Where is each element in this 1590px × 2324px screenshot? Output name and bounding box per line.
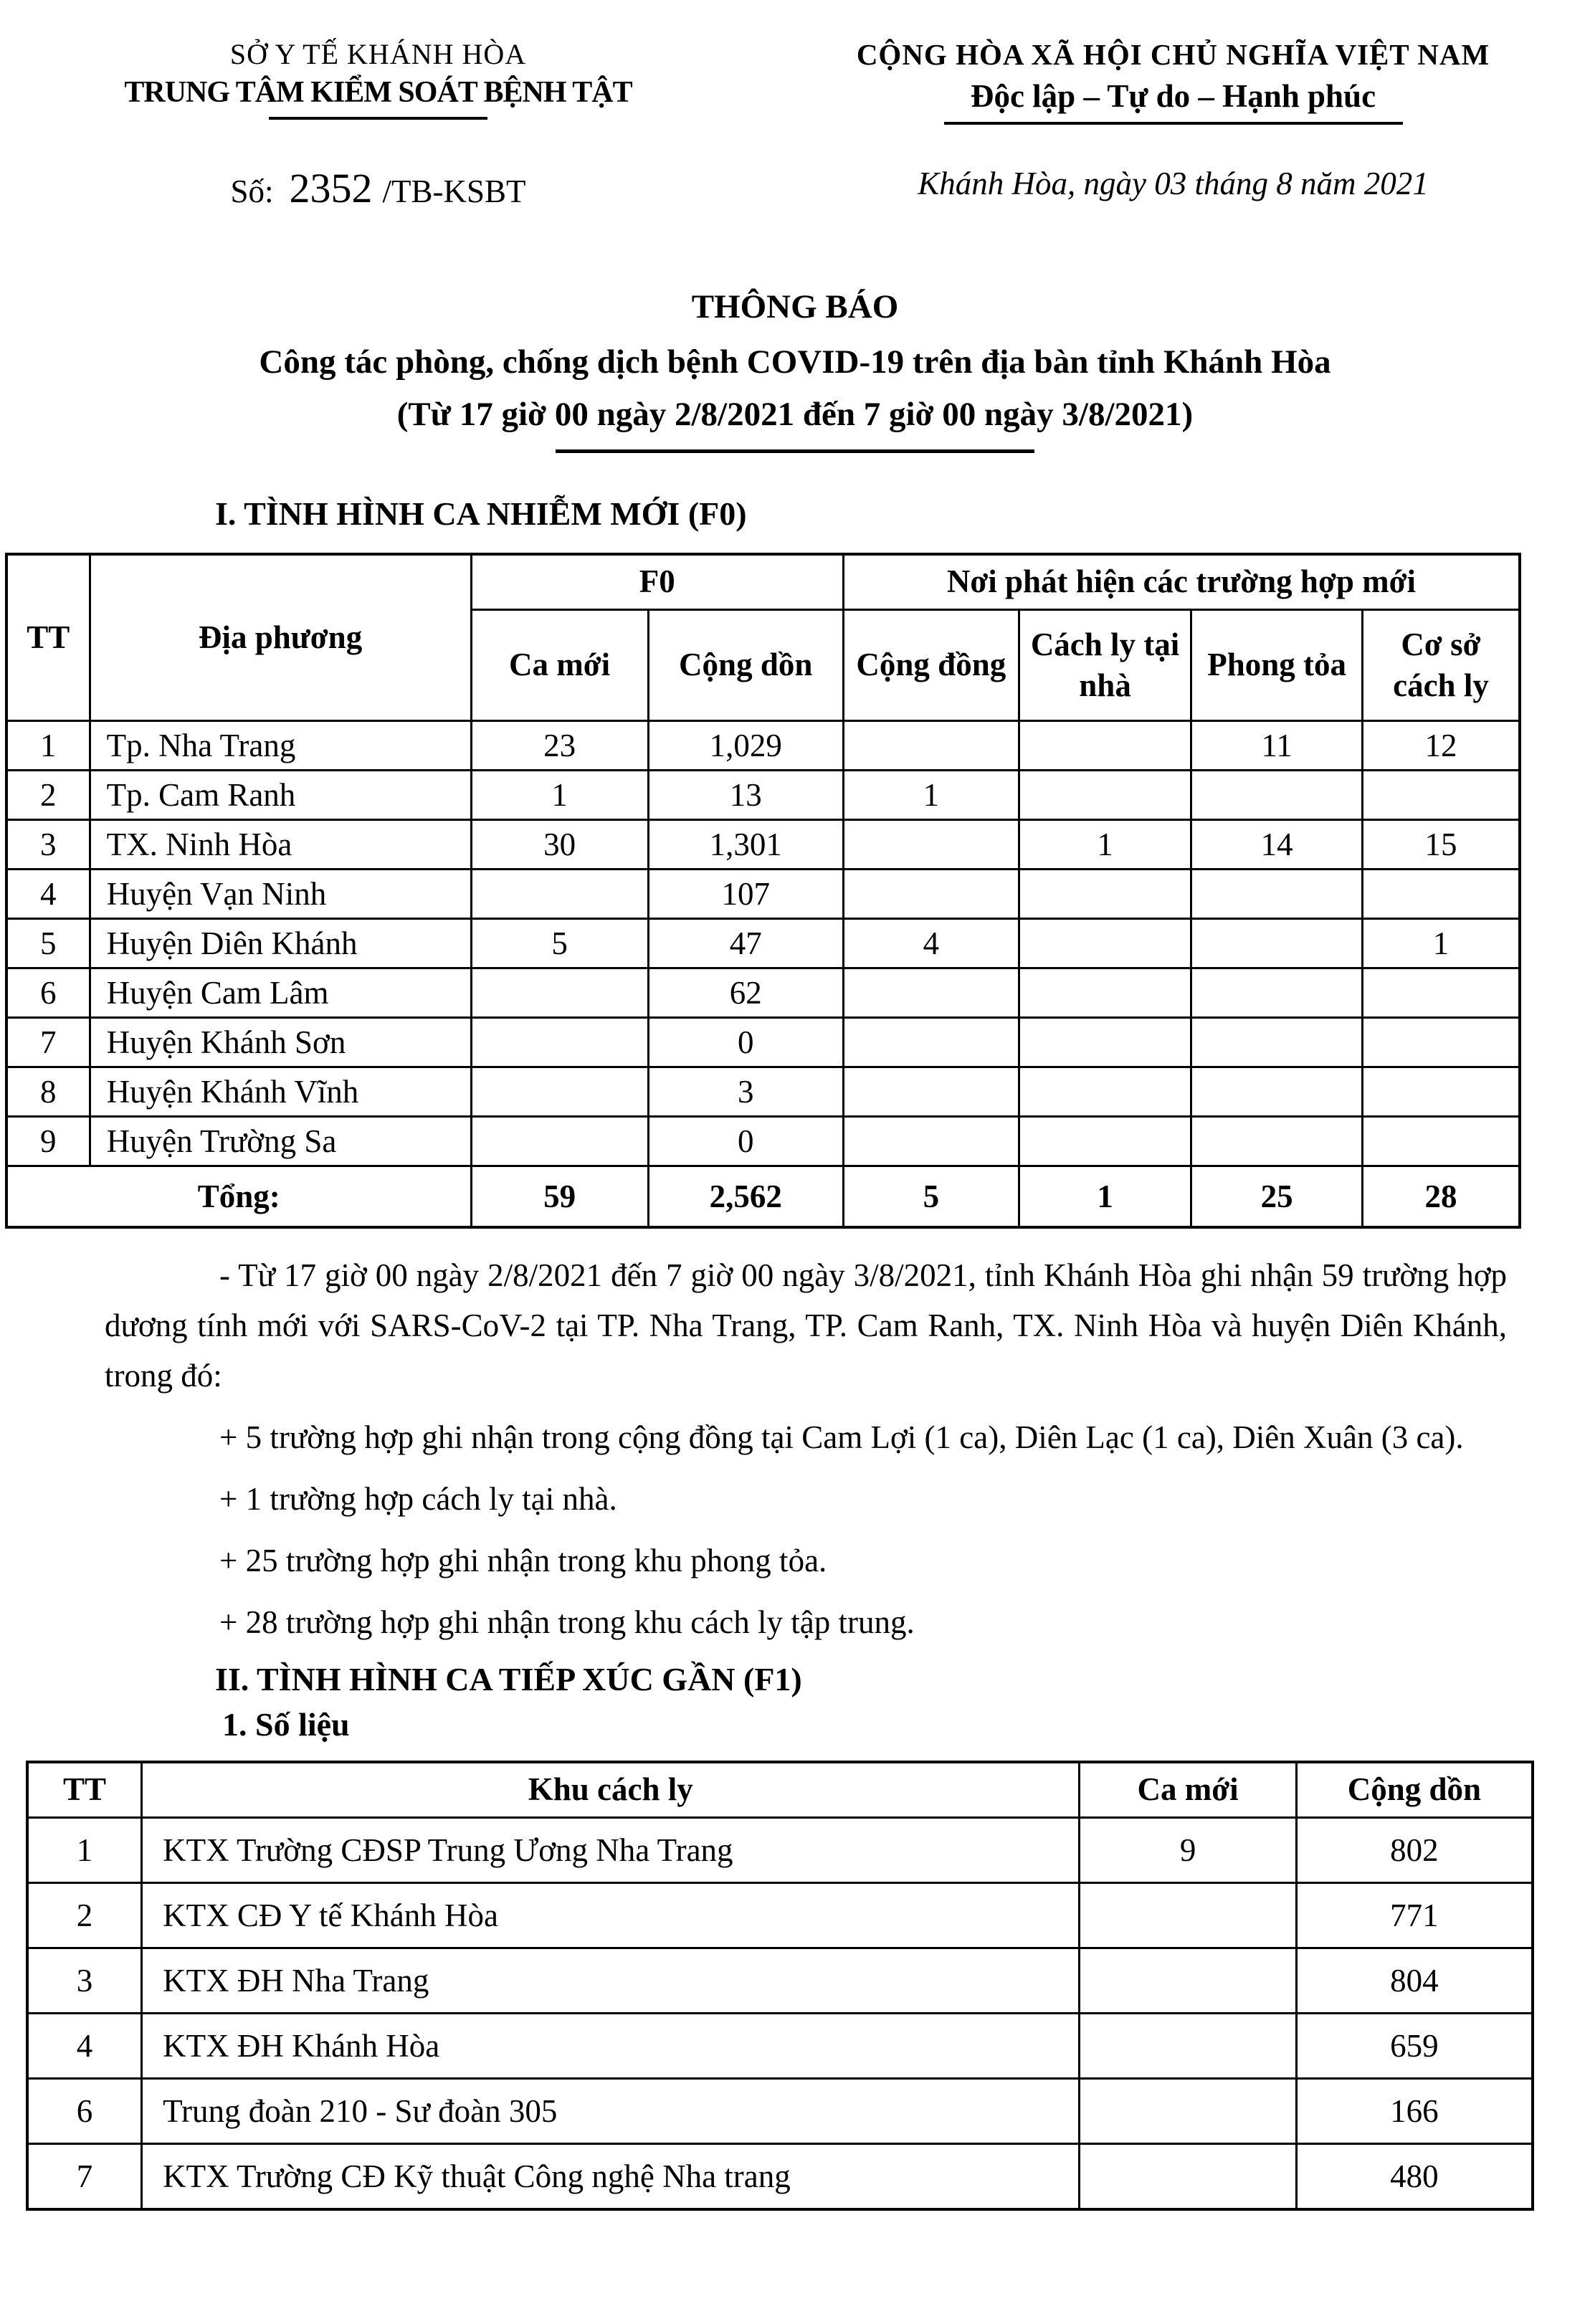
table-cell: 1: [843, 770, 1019, 819]
f1-col-camoi: Ca mới: [1080, 1762, 1296, 1818]
table-cell: 1: [1362, 918, 1520, 968]
table-cell: 23: [471, 720, 648, 770]
table-cell: 1: [27, 1817, 142, 1882]
table-cell: 804: [1296, 1948, 1533, 2013]
table-cell: 7: [27, 2143, 142, 2209]
summary-paragraph: + 1 trường hợp cách ly tại nhà.: [219, 1480, 617, 1517]
section2-heading: II. TÌNH HÌNH CA TIẾP XÚC GẦN (F1): [215, 1660, 802, 1697]
section1-heading: I. TÌNH HÌNH CA NHIỄM MỚI (F0): [215, 495, 747, 532]
table-cell: [471, 869, 648, 918]
table-cell: 802: [1296, 1817, 1533, 1882]
table-cell: 3: [648, 1067, 843, 1116]
table-cell: Huyện Trường Sa: [90, 1116, 471, 1166]
table-cell: KTX Trường CĐ Kỹ thuật Công nghệ Nha trang: [142, 2143, 1080, 2209]
f0-col-congdong: Cộng đồng: [843, 609, 1019, 720]
table-cell: 13: [648, 770, 843, 819]
table-cell: [1019, 720, 1191, 770]
table-row: [6, 1116, 1520, 1166]
table-cell: 12: [1362, 720, 1520, 770]
table-row: [27, 2078, 1533, 2143]
table-row: [6, 869, 1520, 918]
table-cell: [1080, 2013, 1296, 2078]
f0-group-detect: Nơi phát hiện các trường hợp mới: [843, 554, 1520, 610]
document-number-value: 2352: [289, 165, 373, 211]
table-row: [27, 2013, 1533, 2078]
f0-total-congdon: 2,562: [648, 1166, 843, 1227]
document-number-prefix: Số:: [230, 173, 274, 209]
table-cell: [1080, 2078, 1296, 2143]
f0-col-tt: TT: [6, 554, 90, 721]
table-row: [27, 2143, 1533, 2209]
document-subtitle: Công tác phòng, chống dịch bệnh COVID-19 trên địa bàn tỉnh Khánh Hòa: [259, 343, 1331, 381]
table-cell: 480: [1296, 2143, 1533, 2209]
table-cell: 5: [471, 918, 648, 968]
table-cell: 3: [6, 819, 90, 869]
table-cell: [843, 1067, 1019, 1116]
table-cell: [1362, 1017, 1520, 1067]
table-cell: [1362, 968, 1520, 1017]
f0-col-phongtoa: Phong tỏa: [1191, 609, 1363, 720]
national-title: CỘNG HÒA XÃ HỘI CHỦ NGHĨA VIỆT NAM: [856, 38, 1490, 71]
f1-col-khu: Khu cách ly: [142, 1762, 1080, 1818]
table-cell: [1362, 1067, 1520, 1116]
table-cell: Huyện Vạn Ninh: [90, 869, 471, 918]
table-row: [6, 918, 1520, 968]
table-cell: 1,029: [648, 720, 843, 770]
table-row: [6, 968, 1520, 1017]
table-row: [27, 1882, 1533, 1948]
table-cell: 30: [471, 819, 648, 869]
table-cell: KTX Trường CĐSP Trung Ương Nha Trang: [142, 1817, 1080, 1882]
table-cell: [1191, 1067, 1363, 1116]
table-cell: 9: [1080, 1817, 1296, 1882]
f0-total-coso: 28: [1362, 1166, 1520, 1227]
summary-paragraph: + 28 trường hợp ghi nhận trong khu cách ly tập trung.: [219, 1604, 915, 1640]
table-cell: [471, 968, 648, 1017]
f0-total-congdong: 5: [843, 1166, 1019, 1227]
table-cell: [843, 968, 1019, 1017]
title-underline: [556, 449, 1034, 453]
table-cell: 2: [6, 770, 90, 819]
table-row: [6, 720, 1520, 770]
f1-col-tt: TT: [27, 1762, 142, 1818]
table-cell: 771: [1296, 1882, 1533, 1948]
table-cell: 107: [648, 869, 843, 918]
motto-underline: [944, 122, 1403, 125]
table-cell: [471, 1017, 648, 1067]
table-cell: [1019, 1017, 1191, 1067]
table-cell: 9: [6, 1116, 90, 1166]
f0-total-label: Tổng:: [6, 1166, 471, 1227]
table-cell: [1362, 869, 1520, 918]
table-cell: [1019, 1116, 1191, 1166]
table-cell: 166: [1296, 2078, 1533, 2143]
table-cell: [1191, 1017, 1363, 1067]
table-cell: 1: [1019, 819, 1191, 869]
f0-col-cachly-tainha: Cách ly tại nhà: [1019, 609, 1191, 720]
summary-paragraph: + 5 trường hợp ghi nhận trong cộng đồng tại Cam Lợi (1 ca), Diên Lạc (1 ca), Diên Xuân (3 ca).: [219, 1419, 1464, 1455]
table-cell: Huyện Diên Khánh: [90, 918, 471, 968]
table-cell: 0: [648, 1116, 843, 1166]
table-cell: [1019, 1067, 1191, 1116]
table-cell: [1019, 869, 1191, 918]
document-number: [0, 164, 756, 212]
table-cell: [843, 819, 1019, 869]
table-row: [6, 770, 1520, 819]
table-cell: 4: [843, 918, 1019, 968]
table-row: [6, 1067, 1520, 1116]
table-cell: [471, 1067, 648, 1116]
f0-col-congdon: Cộng dồn: [648, 609, 843, 720]
table-cell: 15: [1362, 819, 1520, 869]
national-motto-block: [756, 37, 1590, 202]
table-cell: KTX ĐH Nha Trang: [142, 1948, 1080, 2013]
table-row: [27, 1817, 1533, 1882]
table-cell: TX. Ninh Hòa: [90, 819, 471, 869]
table-cell: 0: [648, 1017, 843, 1067]
table-cell: Huyện Khánh Sơn: [90, 1017, 471, 1067]
f0-total-cachly: 1: [1019, 1166, 1191, 1227]
f0-group-f0: F0: [471, 554, 843, 610]
table-cell: [843, 1017, 1019, 1067]
f0-table-header: [6, 554, 1520, 721]
table-cell: Tp. Cam Ranh: [90, 770, 471, 819]
table-row: [27, 1948, 1533, 2013]
summary-paragraph: - Từ 17 giờ 00 ngày 2/8/2021 đến 7 giờ 00 ngày 3/8/2021, tỉnh Khánh Hòa ghi nhận 59 trường hợp dương tính mới với SARS-CoV-2 tại TP. Nha Trang, TP. Cam Ranh, TX. Ninh Hòa và huyện Diên Khánh, trong đó:: [105, 1257, 1507, 1394]
table-cell: [1191, 869, 1363, 918]
f0-col-camoi: Ca mới: [471, 609, 648, 720]
document-title: THÔNG BÁO: [691, 288, 899, 325]
table-cell: 47: [648, 918, 843, 968]
table-cell: 4: [6, 869, 90, 918]
table-cell: 1,301: [648, 819, 843, 869]
table-cell: [1019, 770, 1191, 819]
org-parent-name: SỞ Y TẾ KHÁNH HÒA: [229, 38, 527, 70]
table-cell: Tp. Nha Trang: [90, 720, 471, 770]
f0-col-diaphuong: Địa phương: [90, 554, 471, 721]
f0-table: [5, 553, 1521, 1229]
org-underline: [269, 117, 487, 120]
table-cell: [1362, 770, 1520, 819]
table-cell: 659: [1296, 2013, 1533, 2078]
f1-col-congdon: Cộng dồn: [1296, 1762, 1533, 1818]
table-cell: [1191, 1116, 1363, 1166]
document-date-range: (Từ 17 giờ 00 ngày 2/8/2021 đến 7 giờ 00 ngày 3/8/2021): [396, 395, 1194, 433]
title-block: [0, 281, 1590, 453]
table-cell: Trung đoàn 210 - Sư đoàn 305: [142, 2078, 1080, 2143]
table-cell: [843, 869, 1019, 918]
f0-total-camoi: 59: [471, 1166, 648, 1227]
table-cell: Huyện Cam Lâm: [90, 968, 471, 1017]
table-cell: [1080, 2143, 1296, 2209]
table-row: [6, 1017, 1520, 1067]
table-cell: [1191, 770, 1363, 819]
table-cell: [843, 1116, 1019, 1166]
place-date-line: Khánh Hòa, ngày 03 tháng 8 năm 2021: [918, 166, 1429, 201]
table-cell: 7: [6, 1017, 90, 1067]
table-cell: Huyện Khánh Vĩnh: [90, 1067, 471, 1116]
table-cell: 62: [648, 968, 843, 1017]
table-cell: [1362, 1116, 1520, 1166]
f0-total-row: [6, 1166, 1520, 1227]
summary-paragraph: + 25 trường hợp ghi nhận trong khu phong tỏa.: [219, 1542, 827, 1578]
table-cell: [1191, 918, 1363, 968]
table-cell: [1080, 1948, 1296, 2013]
table-cell: 5: [6, 918, 90, 968]
national-motto: Độc lập – Tự do – Hạnh phúc: [970, 78, 1376, 114]
table-cell: 14: [1191, 819, 1363, 869]
f1-table: [26, 1761, 1534, 2211]
table-cell: 3: [27, 1948, 142, 2013]
table-row: [6, 819, 1520, 869]
table-cell: 6: [6, 968, 90, 1017]
summary-paragraphs: [105, 1250, 1507, 1647]
table-cell: 1: [6, 720, 90, 770]
table-cell: 8: [6, 1067, 90, 1116]
table-cell: [1191, 968, 1363, 1017]
section2-subheading: 1. Số liệu: [222, 1705, 350, 1743]
table-cell: 2: [27, 1882, 142, 1948]
org-name: TRUNG TÂM KIỂM SOÁT BỆNH TẬT: [124, 76, 632, 109]
table-cell: [471, 1116, 648, 1166]
table-cell: [1019, 968, 1191, 1017]
f1-table-header: [27, 1762, 1533, 1818]
table-cell: [1080, 1882, 1296, 1948]
table-cell: 1: [471, 770, 648, 819]
table-cell: 4: [27, 2013, 142, 2078]
table-cell: KTX ĐH Khánh Hòa: [142, 2013, 1080, 2078]
f0-col-coso-cachly: Cơ sở cách ly: [1362, 609, 1520, 720]
table-cell: 11: [1191, 720, 1363, 770]
document-number-suffix: /TB-KSBT: [382, 173, 526, 209]
issuing-org-block: [0, 37, 756, 212]
table-cell: KTX CĐ Y tế Khánh Hòa: [142, 1882, 1080, 1948]
f0-total-phongtoa: 25: [1191, 1166, 1363, 1227]
letterhead: [0, 37, 1590, 212]
table-cell: [843, 720, 1019, 770]
table-cell: [1019, 918, 1191, 968]
table-cell: 6: [27, 2078, 142, 2143]
